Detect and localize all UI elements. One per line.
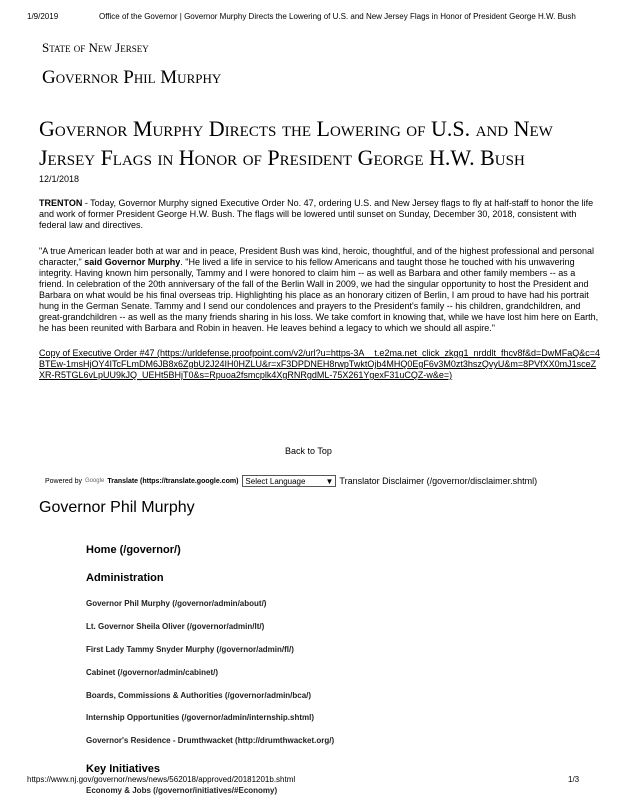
quote-attribution: said Governor Murphy — [84, 257, 181, 267]
nav-lt-governor-link[interactable]: Lt. Governor Sheila Oliver (/governor/admin/lt/) — [86, 622, 265, 631]
print-date: 1/9/2019 — [27, 12, 59, 21]
print-url: https://www.nj.gov/governor/news/news/562018/approved/20181201b.shtml — [27, 775, 296, 784]
administration-heading: Administration — [86, 572, 164, 584]
print-page-number: 1/3 — [568, 775, 580, 784]
paragraph-1-text: - Today, Governor Murphy signed Executive Order No. 47, ordering U.S. and New Jersey flags to fly at half-staff to honor the life and work of former President George H.W. Bush. The flags will be lowered until sunset on Sunday, December 30, 2018, consistent with federal law and directives. — [39, 198, 594, 230]
governor-site-title-link[interactable]: Governor Phil Murphy — [42, 67, 222, 88]
nav-first-lady-link[interactable]: First Lady Tammy Snyder Murphy (/governor/admin/fl/) — [86, 645, 294, 654]
footer-nav-title: Governor Phil Murphy — [39, 499, 195, 516]
dateline: TRENTON — [39, 198, 83, 208]
state-label: State of New Jersey — [42, 40, 149, 55]
article-paragraph-2 — [39, 246, 599, 334]
language-select-value: Select Language — [245, 476, 306, 486]
powered-by-label: Powered by — [45, 477, 82, 485]
chevron-down-icon: ▼ — [325, 476, 334, 486]
nav-economy-link[interactable]: Economy & Jobs (/governor/initiatives/#Economy) — [86, 786, 278, 795]
article-headline: Governor Murphy Directs the Lowering of U.S. and New Jersey Flags in Honor of President George H.W. Bush — [39, 116, 553, 170]
nav-residence-link[interactable]: Governor's Residence - Drumthwacket (http://drumthwacket.org/) — [86, 736, 335, 745]
language-select[interactable] — [242, 475, 336, 487]
nav-governor-about-link[interactable]: Governor Phil Murphy (/governor/admin/about/) — [86, 599, 267, 608]
google-translate-link[interactable]: Translate (https://translate.google.com) — [107, 477, 239, 485]
translate-bar — [45, 473, 537, 489]
google-logo-icon: Google — [84, 478, 105, 484]
article-date: 12/1/2018 — [39, 174, 80, 184]
nav-cabinet-link[interactable]: Cabinet (/governor/admin/cabinet/) — [86, 668, 219, 677]
print-page-title: Office of the Governor | Governor Murphy Directs the Lowering of U.S. and New Jersey Flags in Honor of President George H.W. Bush — [99, 12, 576, 21]
key-initiatives-heading: Key Initiatives — [86, 763, 160, 775]
executive-order-link[interactable]: Copy of Executive Order #47 (https://urldefense.proofpoint.com/v2/url?u=https-3A__t.e2ma.net_click_zkgg1_nrddlt_fhcv8f&d=DwMFaQ&c=4BTEw-1msHjOY4ITcFLmDM6JB8x6ZgbU2J24IH0HZLU&r=xF3DPDNEH8rwpTwktOjb4MHQ0EgF6v3M0zt3hszQvyU&m=8PVfXX0mJ1sceZXR-R5TGL6vLpUU9kJQ_UEHt5BHjT0&s=Rpuoa2fsmcplk4XgRNRgdML-75X261YgexF31uCQZ-w&e=) — [39, 348, 601, 380]
back-to-top-link[interactable]: Back to Top — [285, 446, 332, 456]
nav-internship-link[interactable]: Internship Opportunities (/governor/admin/internship.shtml) — [86, 713, 315, 722]
nav-boards-link[interactable]: Boards, Commissions & Authorities (/governor/admin/bca/) — [86, 691, 312, 700]
translator-disclaimer-link[interactable]: Translator Disclaimer (/governor/disclaimer.shtml) — [339, 476, 538, 486]
quote-start: "A true American leader both at war and in peace, President Bush was kind, heroic, thoughtful, and of the highest professional and personal character," — [39, 246, 595, 267]
nav-home-link[interactable]: Home (/governor/) — [86, 544, 181, 556]
article-paragraph-1 — [39, 198, 599, 231]
quote-rest: . "He lived a life in service to his fellow Americans and taught those he touched with his unwavering integrity. Having known him personally, Tammy and I were honored to claim him -- as well as Barbara and other family members -- as a friend. In celebration of the 20th anniversary of the fall of the Berlin Wall in 2009, we had the singular opportunity to host the President and Barbara on what would be his final overseas trip. Highlighting his place as an honorary citizen of Berlin, I am proud to have had his portrait hung in the German Senate. Tammy and I send our condolences and prayers to the President's family -- his children, grandchildren, and great-grandchildren -- as well as the many friends sharing in his loss. We take comfort in knowing that, while we have lost him here on Earth, he has been reunited with Barbara and Robin in heaven. He leaves behind a legacy to which we should all aspire." — [39, 257, 599, 333]
